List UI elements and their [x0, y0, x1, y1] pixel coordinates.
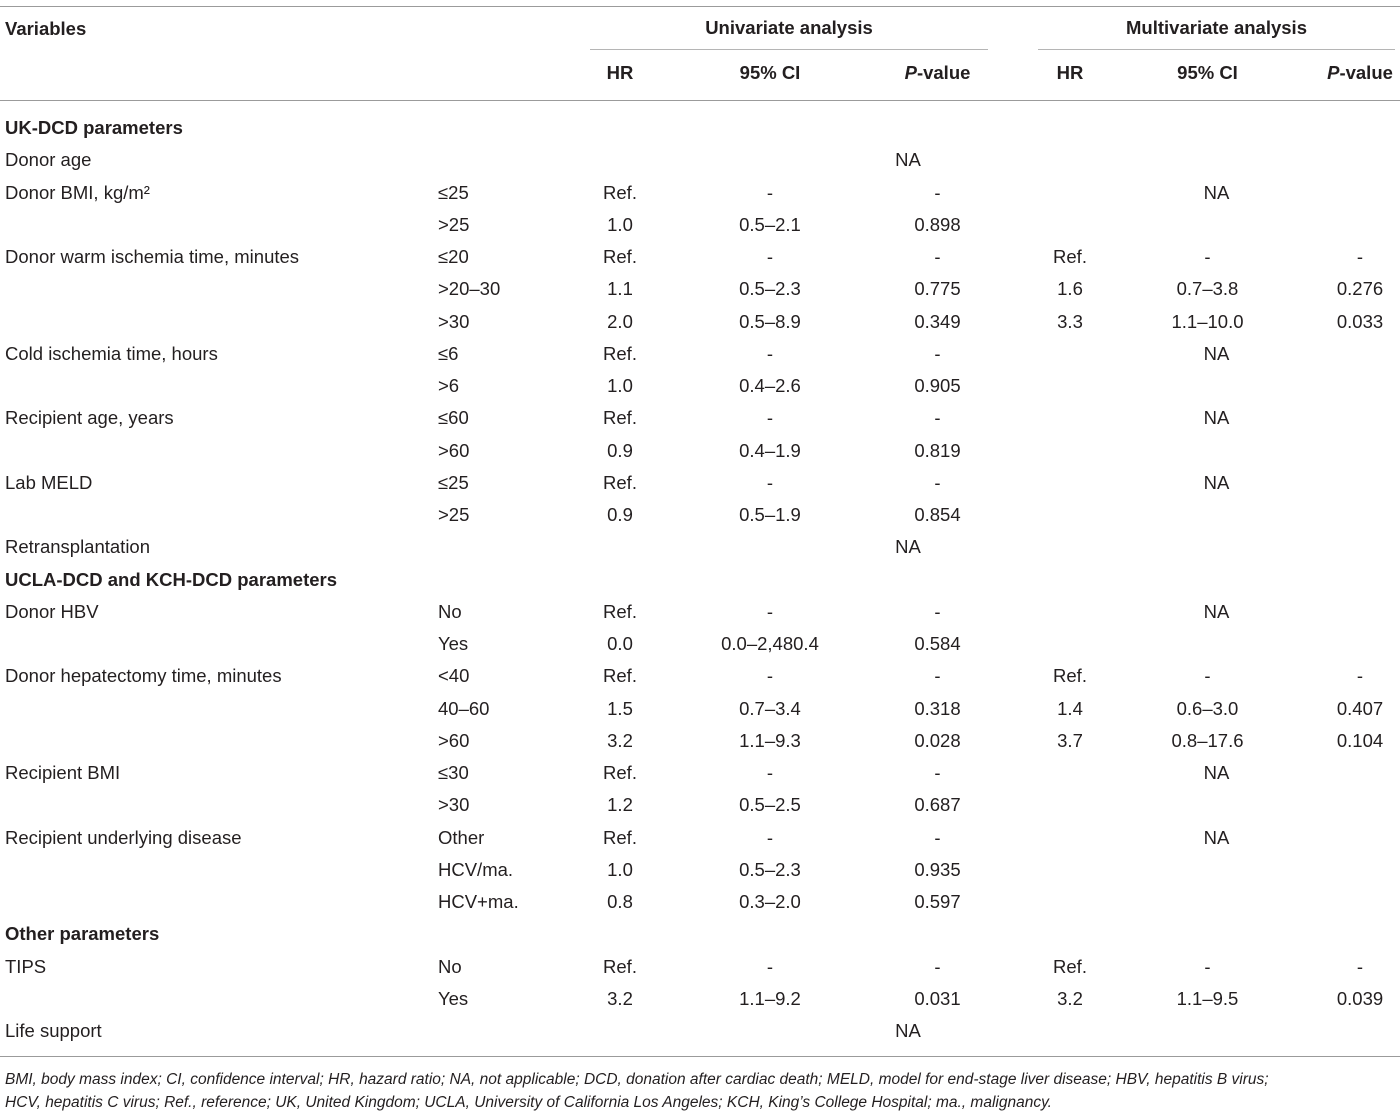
- category-label: ≤25: [438, 181, 469, 203]
- category-label: HCV+ma.: [438, 891, 519, 913]
- category-label: ≤6: [438, 342, 459, 364]
- univariate-hr-header: HR: [606, 62, 634, 83]
- table-row: [0, 660, 1400, 692]
- univariate-hr-cell: Ref.: [603, 826, 637, 848]
- multivariate-not-applicable-cell: NA: [1203, 762, 1230, 784]
- multivariate-p-cell: 0.033: [1336, 310, 1384, 332]
- multivariate-hr-cell: 1.4: [1057, 697, 1083, 719]
- univariate-hr-cell: Ref.: [603, 665, 637, 687]
- category-label: >20–30: [438, 278, 501, 300]
- univariate-hr-cell: 3.2: [607, 987, 633, 1009]
- table-row: [0, 725, 1400, 757]
- univariate-p-cell: 0.349: [914, 310, 961, 332]
- empty-cell: [0, 628, 430, 660]
- univariate-ci-cell: 0.4–2.6: [739, 375, 801, 397]
- variable-label: TIPS: [5, 955, 47, 977]
- univariate-hr-cell: 3.2: [607, 729, 633, 751]
- multivariate-ci-cell: 1.1–10.0: [1171, 310, 1244, 332]
- table-row: [0, 241, 1400, 273]
- multivariate-ci-cell: -: [1204, 955, 1211, 977]
- category-label: ≤25: [438, 471, 469, 493]
- table-row: [0, 531, 1400, 563]
- multivariate-ci-header: 95% CI: [1177, 62, 1238, 83]
- section-row: [0, 112, 1400, 144]
- empty-cell: [0, 854, 430, 886]
- univariate-hr-cell: 1.1: [607, 278, 633, 300]
- univariate-analysis-label: Univariate analysis: [590, 7, 988, 50]
- table-row: [0, 467, 1400, 499]
- section-row: [0, 918, 1400, 950]
- category-label: >6: [438, 375, 460, 397]
- multivariate-p-cell: 0.276: [1336, 278, 1384, 300]
- empty-cell: [1000, 789, 1140, 821]
- univariate-p-cell: -: [934, 826, 941, 848]
- footnote-line: HCV, hepatitis C virus; Ref., reference; UK, United Kingdom; UCLA, University of California Los Angeles; KCH, King’s College Hospital; ma., malignancy.: [5, 1094, 1052, 1111]
- univariate-ci-cell: 1.1–9.2: [739, 987, 801, 1009]
- table-row: [0, 854, 1400, 886]
- category-label: >60: [438, 439, 470, 461]
- univariate-hr-cell: 1.0: [607, 375, 633, 397]
- univariate-p-cell: 0.318: [914, 697, 961, 719]
- univariate-hr-cell: 1.2: [607, 794, 633, 816]
- multivariate-hr-cell: 1.6: [1057, 278, 1083, 300]
- multivariate-not-applicable-cell: NA: [1203, 181, 1230, 203]
- univariate-ci-cell: -: [766, 826, 774, 848]
- univariate-hr-cell: 0.0: [607, 633, 633, 655]
- empty-cell: [0, 306, 430, 338]
- univariate-p-cell: 0.028: [914, 729, 961, 751]
- univariate-ci-cell: 0.3–2.0: [739, 891, 801, 913]
- univariate-ci-cell: 0.5–2.3: [739, 858, 801, 880]
- multivariate-hr-cell: 3.2: [1057, 987, 1083, 1009]
- p-italic-label: P: [904, 62, 917, 83]
- multivariate-hr-cell: 3.3: [1057, 310, 1083, 332]
- univariate-p-cell: 0.597: [914, 891, 961, 913]
- category-label: ≤60: [438, 407, 469, 429]
- empty-header-cell: [430, 7, 575, 50]
- not-applicable-cell: NA: [895, 149, 921, 171]
- variable-label: Life support: [5, 1020, 102, 1042]
- univariate-ci-cell: -: [766, 246, 774, 268]
- univariate-ci-cell: 1.1–9.3: [739, 729, 801, 751]
- univariate-p-cell: -: [934, 342, 941, 364]
- univariate-p-cell: -: [934, 246, 941, 268]
- univariate-hr-cell: 0.9: [607, 504, 633, 526]
- p-italic-label: P: [1327, 62, 1340, 83]
- empty-cell: [1275, 499, 1400, 531]
- category-label: Yes: [438, 987, 469, 1009]
- table-bottom-rule: [0, 1056, 1400, 1057]
- category-label: ≤20: [438, 246, 469, 268]
- table-row: [0, 177, 1400, 209]
- multivariate-hr-header: HR: [1056, 62, 1084, 83]
- empty-cell: [1140, 499, 1275, 531]
- univariate-p-cell: -: [934, 665, 941, 687]
- table-row: [0, 951, 1400, 983]
- table-row: [0, 306, 1400, 338]
- category-label: Other: [438, 826, 485, 848]
- multivariate-group-header: [1000, 7, 1400, 50]
- variable-label: Recipient underlying disease: [5, 826, 242, 848]
- univariate-ci-cell: -: [766, 762, 774, 784]
- univariate-hr-cell: 1.0: [607, 213, 633, 235]
- univariate-p-cell: -: [934, 181, 941, 203]
- univariate-hr-cell: Ref.: [603, 407, 637, 429]
- category-label: ≤30: [438, 762, 469, 784]
- header-column-row: [0, 50, 1400, 100]
- category-label: >30: [438, 310, 470, 332]
- univariate-group-header: [575, 7, 1000, 50]
- category-label: >60: [438, 729, 470, 751]
- table-row: [0, 628, 1400, 660]
- univariate-ci-cell: -: [766, 407, 774, 429]
- multivariate-ci-cell: 0.7–3.8: [1176, 278, 1239, 300]
- univariate-hr-cell: Ref.: [603, 762, 637, 784]
- table-row: [0, 273, 1400, 305]
- univariate-ci-cell: 0.5–2.3: [739, 278, 801, 300]
- empty-cell: [0, 886, 430, 918]
- univariate-p-cell: -: [934, 407, 941, 429]
- univariate-ci-cell: 0.7–3.4: [739, 697, 801, 719]
- variable-label: Recipient age, years: [5, 407, 174, 429]
- p-value-suffix: -value: [916, 62, 971, 83]
- table-row: [0, 983, 1400, 1015]
- empty-cell: [0, 693, 430, 725]
- table-row: [0, 596, 1400, 628]
- univariate-ci-cell: -: [766, 665, 774, 687]
- table-body: [0, 112, 1400, 1047]
- univariate-ci-header: 95% CI: [739, 62, 801, 83]
- category-label: <40: [438, 665, 470, 687]
- empty-cell: [0, 499, 430, 531]
- univariate-p-cell: 0.775: [914, 278, 961, 300]
- variable-label: Donor BMI, kg/m²: [5, 181, 150, 203]
- empty-header-cell: [430, 50, 575, 100]
- multivariate-hr-cell: Ref.: [1053, 665, 1087, 687]
- header-spacer: [0, 100, 1400, 112]
- variable-label: Donor warm ischemia time, minutes: [5, 246, 300, 268]
- univariate-ci-cell: 0.0–2,480.4: [721, 633, 819, 655]
- univariate-p-cell: 0.905: [914, 375, 961, 397]
- univariate-hr-cell: Ref.: [603, 342, 637, 364]
- empty-cell: [1275, 789, 1400, 821]
- univariate-ci-cell: 0.5–8.9: [739, 310, 801, 332]
- multivariate-p-cell: 0.407: [1336, 697, 1384, 719]
- empty-cell: [0, 273, 430, 305]
- empty-cell: [0, 983, 430, 1015]
- section-row: [0, 564, 1400, 596]
- variable-label: Donor age: [5, 149, 92, 171]
- table-row: [0, 209, 1400, 241]
- univariate-hr-cell: Ref.: [603, 955, 637, 977]
- univariate-ci-cell: 0.5–1.9: [739, 504, 801, 526]
- univariate-p-cell: -: [934, 600, 941, 622]
- multivariate-p-cell: 0.039: [1336, 987, 1384, 1009]
- table-row: [0, 402, 1400, 434]
- multivariate-hr-cell: 3.7: [1057, 729, 1083, 751]
- p-value-suffix: -value: [1339, 62, 1393, 83]
- univariate-ci-cell: 0.5–2.1: [739, 213, 801, 235]
- empty-cell: [1000, 435, 1140, 467]
- univariate-ci-cell: 0.4–1.9: [739, 439, 801, 461]
- variable-label: Donor HBV: [5, 600, 99, 622]
- univariate-hr-cell: Ref.: [603, 600, 637, 622]
- univariate-p-cell: -: [934, 955, 941, 977]
- table-row: [0, 886, 1400, 918]
- univariate-p-cell: 0.935: [914, 858, 961, 880]
- table-row: [0, 370, 1400, 402]
- univariate-hr-cell: Ref.: [603, 181, 637, 203]
- variable-label: Cold ischemia time, hours: [5, 342, 218, 364]
- empty-cell: [1275, 370, 1400, 402]
- multivariate-analysis-label: Multivariate analysis: [1038, 7, 1395, 50]
- univariate-p-cell: 0.854: [914, 504, 961, 526]
- univariate-hr-cell: 2.0: [607, 310, 633, 332]
- table-row: [0, 435, 1400, 467]
- variable-label: Lab MELD: [5, 471, 93, 493]
- empty-cell: [0, 370, 430, 402]
- empty-cell: [1140, 789, 1275, 821]
- empty-cell: [1275, 435, 1400, 467]
- multivariate-not-applicable-cell: NA: [1203, 407, 1230, 429]
- multivariate-p-cell: -: [1356, 246, 1364, 268]
- multivariate-p-cell: 0.104: [1336, 729, 1384, 751]
- category-label: >30: [438, 794, 470, 816]
- section-title: UCLA-DCD and KCH-DCD parameters: [5, 568, 338, 590]
- category-label: No: [438, 955, 462, 977]
- empty-cell: [1000, 854, 1140, 886]
- empty-header-cell: [0, 50, 430, 100]
- multivariate-ci-cell: -: [1204, 246, 1211, 268]
- variable-label: Donor hepatectomy time, minutes: [5, 665, 282, 687]
- table-row: [0, 822, 1400, 854]
- category-label: 40–60: [438, 697, 490, 719]
- category-label: >25: [438, 213, 470, 235]
- univariate-p-cell: 0.584: [914, 633, 961, 655]
- empty-cell: [1275, 886, 1400, 918]
- empty-cell: [1275, 628, 1400, 660]
- variables-header: Variables: [5, 17, 87, 39]
- univariate-ci-cell: -: [766, 181, 774, 203]
- empty-cell: [1140, 854, 1275, 886]
- univariate-p-cell: -: [934, 471, 941, 493]
- category-label: Yes: [438, 633, 469, 655]
- table-row: [0, 499, 1400, 531]
- section-title: Other parameters: [5, 923, 160, 945]
- univariate-p-value-header: [875, 50, 1000, 100]
- empty-cell: [1140, 370, 1275, 402]
- empty-cell: [1140, 209, 1275, 241]
- univariate-p-cell: 0.687: [914, 794, 961, 816]
- table-row: [0, 1015, 1400, 1047]
- variable-label: Recipient BMI: [5, 762, 121, 784]
- empty-cell: [1140, 628, 1275, 660]
- header-group-row: [0, 7, 1400, 50]
- univariate-hr-cell: Ref.: [603, 246, 637, 268]
- results-table: [0, 7, 1400, 1047]
- multivariate-not-applicable-cell: NA: [1203, 826, 1230, 848]
- multivariate-ci-cell: 0.8–17.6: [1171, 729, 1244, 751]
- category-label: No: [438, 600, 462, 622]
- univariate-ci-cell: -: [766, 955, 774, 977]
- table-row: [0, 789, 1400, 821]
- empty-cell: [0, 435, 430, 467]
- footnote-line: BMI, body mass index; CI, confidence interval; HR, hazard ratio; NA, not applicable; DCD, donation after cardiac death; MELD, model for end-stage liver disease; HBV, hepatitis B virus;: [5, 1071, 1269, 1088]
- univariate-p-cell: 0.819: [914, 439, 961, 461]
- univariate-hr-cell: 0.8: [607, 891, 633, 913]
- multivariate-hr-cell: Ref.: [1053, 955, 1087, 977]
- multivariate-not-applicable-cell: NA: [1203, 600, 1230, 622]
- univariate-ci-cell: -: [766, 600, 774, 622]
- multivariate-not-applicable-cell: NA: [1203, 342, 1230, 364]
- multivariate-ci-cell: -: [1204, 665, 1211, 687]
- empty-cell: [0, 725, 430, 757]
- multivariate-ci-cell: 0.6–3.0: [1176, 697, 1239, 719]
- univariate-p-cell: -: [934, 762, 941, 784]
- empty-cell: [1275, 209, 1400, 241]
- empty-cell: [1275, 854, 1400, 886]
- univariate-p-cell: 0.898: [914, 213, 961, 235]
- section-title: UK-DCD parameters: [5, 117, 183, 139]
- univariate-hr-cell: Ref.: [603, 471, 637, 493]
- univariate-ci-cell: 0.5–2.5: [739, 794, 801, 816]
- multivariate-p-cell: -: [1356, 665, 1364, 687]
- multivariate-p-value-header: [1275, 50, 1400, 100]
- univariate-p-cell: 0.031: [914, 987, 961, 1009]
- empty-cell: [1000, 886, 1140, 918]
- empty-cell: [0, 789, 430, 821]
- univariate-hr-cell: 1.5: [607, 697, 633, 719]
- empty-cell: [1140, 435, 1275, 467]
- univariate-hr-cell: 1.0: [607, 858, 633, 880]
- table-row: [0, 144, 1400, 176]
- variable-label: Retransplantation: [5, 536, 151, 558]
- not-applicable-cell: NA: [895, 536, 921, 558]
- multivariate-ci-cell: 1.1–9.5: [1176, 987, 1239, 1009]
- not-applicable-cell: NA: [895, 1020, 921, 1042]
- empty-cell: [1000, 209, 1140, 241]
- multivariate-p-cell: -: [1356, 955, 1364, 977]
- empty-cell: [1000, 370, 1140, 402]
- multivariate-not-applicable-cell: NA: [1203, 471, 1230, 493]
- table-footnote: [5, 1068, 1269, 1114]
- table-row: [0, 338, 1400, 370]
- table-row: [0, 757, 1400, 789]
- empty-cell: [1000, 628, 1140, 660]
- empty-cell: [0, 209, 430, 241]
- category-label: HCV/ma.: [438, 858, 514, 880]
- empty-cell: [1140, 886, 1275, 918]
- multivariate-hr-cell: Ref.: [1053, 246, 1087, 268]
- univariate-ci-cell: -: [766, 342, 774, 364]
- empty-cell: [1000, 499, 1140, 531]
- univariate-hr-cell: 0.9: [607, 439, 633, 461]
- univariate-ci-cell: -: [766, 471, 774, 493]
- table-row: [0, 693, 1400, 725]
- category-label: >25: [438, 504, 470, 526]
